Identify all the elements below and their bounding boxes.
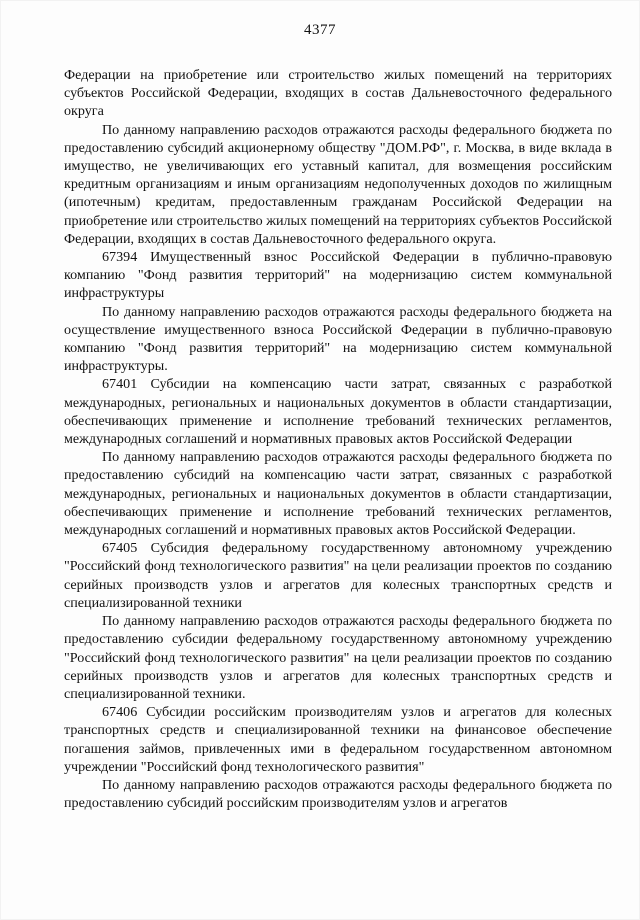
section-heading: 67405 Субсидия федеральному государственному автономному учреждению "Российский фонд технологического развития" на цели реализации проектов по созданию серийных производств узлов и агрегатов для колесных транспортных средств и специализированной техники bbox=[64, 540, 612, 611]
section-heading: 67406 Субсидии российским производителям узлов и агрегатов для колесных транспортных средств и специализированной техники на финансовое обеспечение погашения займов, привлеченных ими в федеральном государственном автономном учреждении "Российский фонд технологического развития" bbox=[64, 704, 612, 775]
paragraph: По данному направлению расходов отражаются расходы федерального бюджета по предоставлению субсидий российским производителям узлов и агрегатов bbox=[64, 776, 612, 812]
paragraph: По данному направлению расходов отражаются расходы федерального бюджета на осуществление имущественного взноса Российской Федерации в публично-правовую компанию "Фонд развития территорий" на модернизацию систем коммунальной инфраструктуры. bbox=[64, 303, 612, 375]
section-heading: 67394 Имущественный взнос Российской Федерации в публично-правовую компанию "Фонд развития территорий" на модернизацию систем коммунальной инфраструктуры bbox=[64, 249, 612, 302]
page-number: 4377 bbox=[304, 22, 336, 38]
paragraph: Федерации на приобретение или строительство жилых помещений на территориях субъектов Российской Федерации, входящих в состав Дальневосточного федерального округа bbox=[64, 67, 612, 120]
paragraph: По данному направлению расходов отражаются расходы федерального бюджета по предоставлению субсидии федеральному государственному автономному учреждению "Российский фонд технологического развития" на цели реализации проектов по созданию серийных производств узлов и агрегатов для колесных транспортных средств и специализированной техники. bbox=[64, 613, 612, 702]
paragraph: По данному направлению расходов отражаются расходы федерального бюджета по предоставлению субсидий акционерному обществу "ДОМ.РФ", г. Москва, в виде вклада в имущество, не увеличивающих его уставный капитал, для возмещения российским кредитным организациям и иным организациям недополученных доходов по жилищным (ипотечным) кредитам, предоставленным гражданам Российской Федерации на приобретение или строительство жилых помещений на территориях субъектов Российской Федерации, входящих в состав Дальневосточного федерального округа. bbox=[64, 121, 612, 247]
section-heading: 67401 Субсидии на компенсацию части затрат, связанных с разработкой международных, региональных и национальных документов в области стандартизации, обеспечивающих применение и исполнение требований технических регламентов, международных соглашений и нормативных правовых актов Российской Федерации bbox=[64, 376, 612, 448]
document-body bbox=[64, 66, 612, 812]
paragraph: По данному направлению расходов отражаются расходы федерального бюджета по предоставлению субсидий на компенсацию части затрат, связанных с разработкой международных, региональных и национальных документов в области стандартизации, обеспечивающих применение и исполнение требований технических регламентов, международных соглашений и нормативных правовых актов Российской Федерации. bbox=[64, 449, 612, 539]
